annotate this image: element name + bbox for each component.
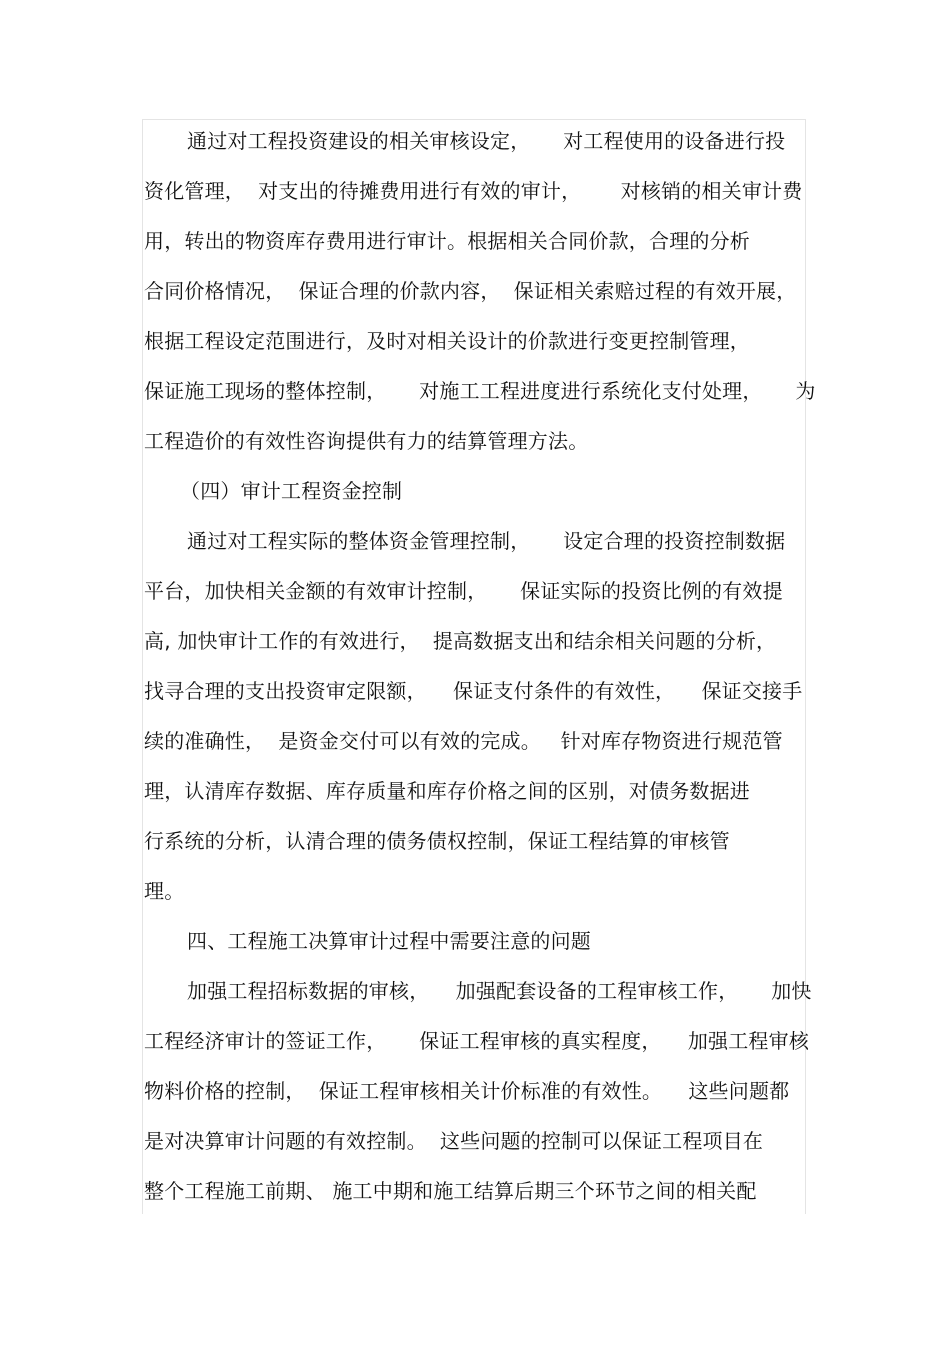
paragraph-1-line-7: 工程造价的有效性咨询提供有力的结算管理方法。 [144, 429, 589, 453]
paragraph-1-line-4: 合同价格情况， 保证合理的价款内容， 保证相关索赔过程的有效开展， [144, 279, 797, 303]
paragraph-2-line-3: 高, 加快审计工作的有效进行， 提高数据支出和结余相关问题的分析， [144, 629, 777, 653]
paragraph-2-line-1: 通过对工程实际的整体资金管理控制， 设定合理的投资控制数据 [187, 529, 786, 553]
paragraph-2-line-7: 行系统的分析，认清合理的债务债权控制，保证工程结算的审核管 [144, 829, 730, 853]
paragraph-1-line-2: 资化管理， 对支出的待摊费用进行有效的审计， 对核销的相关审计费 [144, 179, 803, 203]
paragraph-3-line-2: 工程经济审计的签证工作， 保证工程审核的真实程度， 加强工程审核 [144, 1029, 810, 1053]
paragraph-1-line-5: 根据工程设定范围进行，及时对相关设计的价款进行变更控制管理， [144, 329, 750, 353]
paragraph-1-line-1: 通过对工程投资建设的相关审核设定， 对工程使用的设备进行投 [187, 129, 786, 153]
paragraph-2-line-2: 平台，加快相关金额的有效审计控制， 保证实际的投资比例的有效提 [144, 579, 783, 603]
paragraph-3-line-3: 物料价格的控制， 保证工程审核相关计价标准的有效性。 这些问题都 [144, 1079, 790, 1103]
section-heading-four: 四、工程施工决算审计过程中需要注意的问题 [187, 929, 591, 953]
paragraph-2-line-8: 理。 [144, 879, 185, 903]
paragraph-3-line-4: 是对决算审计问题的有效控制。 这些问题的控制可以保证工程项目在 [144, 1129, 764, 1153]
paragraph-1-line-3: 用，转出的物资库存费用进行审计。根据相关合同价款，合理的分析 [144, 229, 750, 253]
paragraph-2-line-6: 理，认清库存数据、库存质量和库存价格之间的区别，对债务数据进 [144, 779, 750, 803]
paragraph-2-line-5: 续的准确性， 是资金交付可以有效的完成。 针对库存物资进行规范管 [144, 729, 783, 753]
paragraph-2-line-4: 找寻合理的支出投资审定限额， 保证支付条件的有效性， 保证交接手 [144, 679, 803, 703]
paragraph-3-line-5: 整个工程施工前期、 施工中期和施工结算后期三个环节之间的相关配 [144, 1179, 757, 1203]
paragraph-3-line-1: 加强工程招标数据的审核， 加强配套设备的工程审核工作， 加快 [187, 979, 812, 1003]
section-heading-4: （四）审计工程资金控制 [180, 479, 403, 503]
paragraph-1-line-6: 保证施工现场的整体控制， 对施工工程进度进行系统化支付处理， 为 [144, 379, 816, 403]
